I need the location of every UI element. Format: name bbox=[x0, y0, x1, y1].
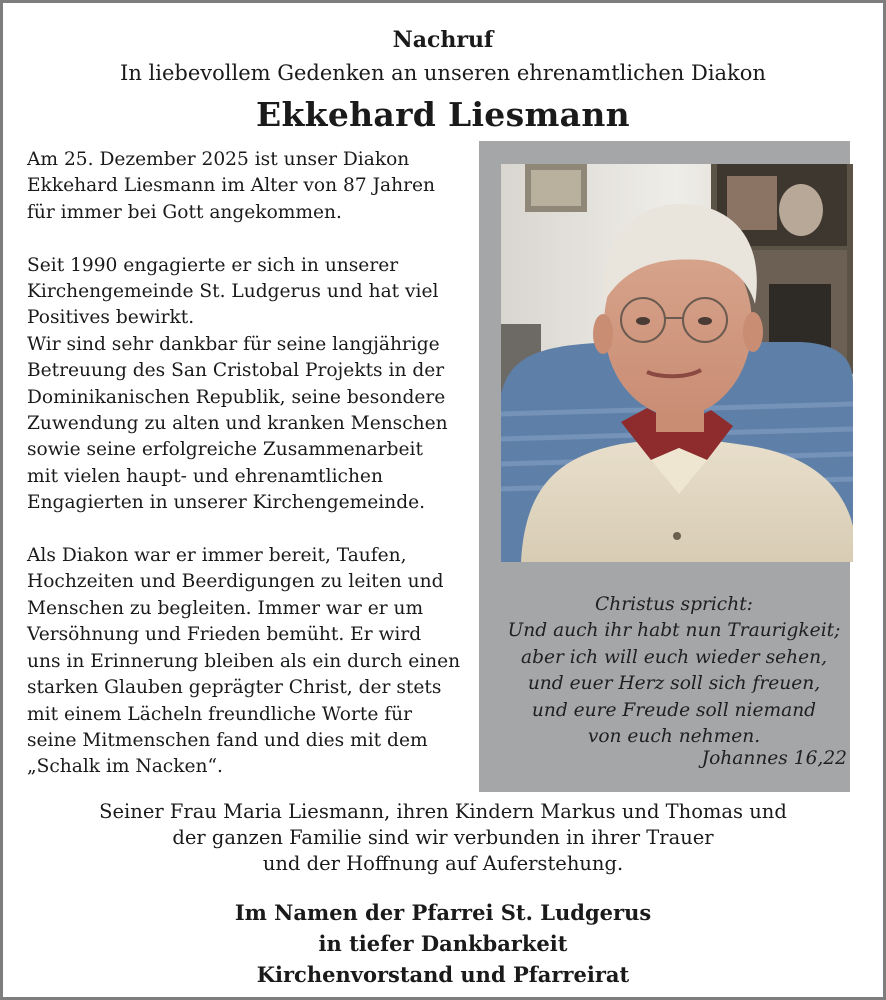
quote-line: Christus spricht: bbox=[595, 594, 753, 615]
notice-kicker: Nachruf bbox=[392, 27, 494, 53]
quote-line: und euer Herz soll sich freuen, bbox=[527, 673, 821, 695]
signature-block bbox=[3, 897, 883, 990]
paragraph-remembrance: Als Diakon war er immer bereit, Taufen, Hochzeiten und Beerdigungen zu leiten und Menschen zu begleiten. Immer war er um Versöhnung und Frieden bemüht. Er wird uns in Erinnerung bleiben als ein durch einen starken Glauben geprägter Christ, der stets mit einem Lächeln freundliche Worte für seine Mitmenschen fand und dies mit dem „Schalk im Nacken“. bbox=[27, 545, 461, 778]
condolence-line: und der Hoffnung auf Auferstehung. bbox=[262, 852, 624, 875]
deceased-name: Ekkehard Liesmann bbox=[256, 95, 630, 134]
signature-line: Im Namen der Pfarrei St. Ludgerus bbox=[234, 900, 652, 925]
condolence-line: Seiner Frau Maria Liesmann, ihren Kindern Markus und Thomas und bbox=[99, 800, 787, 823]
bible-quote bbox=[479, 592, 869, 750]
paragraph-gratitude: Wir sind sehr dankbar für seine langjährige Betreuung des San Cristobal Projekts in der Dominikanischen Republik, seine besondere Zuwendung zu alten und kranken Menschen sowie seine erfolgreiche Zusammenarbeit mit vielen haupt- und ehrenamtlichen Engagierten in unserer Kirchengemeinde. bbox=[27, 333, 448, 514]
quote-reference: Johannes 16,22 bbox=[701, 748, 847, 769]
paragraph-death-notice: Am 25. Dezember 2025 ist unser Diakon Ekkehard Liesmann im Alter von 87 Jahren für immer bei Gott angekommen. bbox=[27, 149, 435, 223]
signature-line: in tiefer Dankbarkeit bbox=[318, 931, 568, 956]
quote-line: aber ich will euch wieder sehen, bbox=[521, 646, 827, 668]
condolence-text bbox=[3, 799, 883, 877]
condolence-line: der ganzen Familie sind wir verbunden in ihrer Trauer bbox=[172, 826, 714, 849]
quote-line: von euch nehmen. bbox=[587, 726, 761, 748]
signature-line: Kirchenvorstand und Pfarreirat bbox=[256, 962, 630, 987]
portrait-photo bbox=[501, 164, 853, 562]
quote-line: und eure Freude soll niemand bbox=[531, 699, 817, 721]
quote-line: Und auch ihr habt nun Traurigkeit; bbox=[507, 620, 841, 642]
paragraph-engagement: Seit 1990 engagierte er sich in unserer Kirchengemeinde St. Ludgerus und hat viel Positives bewirkt. bbox=[27, 254, 439, 329]
notice-subtitle: In liebevollem Gedenken an unseren ehrenamtlichen Diakon bbox=[120, 61, 766, 85]
obituary-text bbox=[27, 147, 482, 807]
quote-panel bbox=[479, 141, 850, 792]
